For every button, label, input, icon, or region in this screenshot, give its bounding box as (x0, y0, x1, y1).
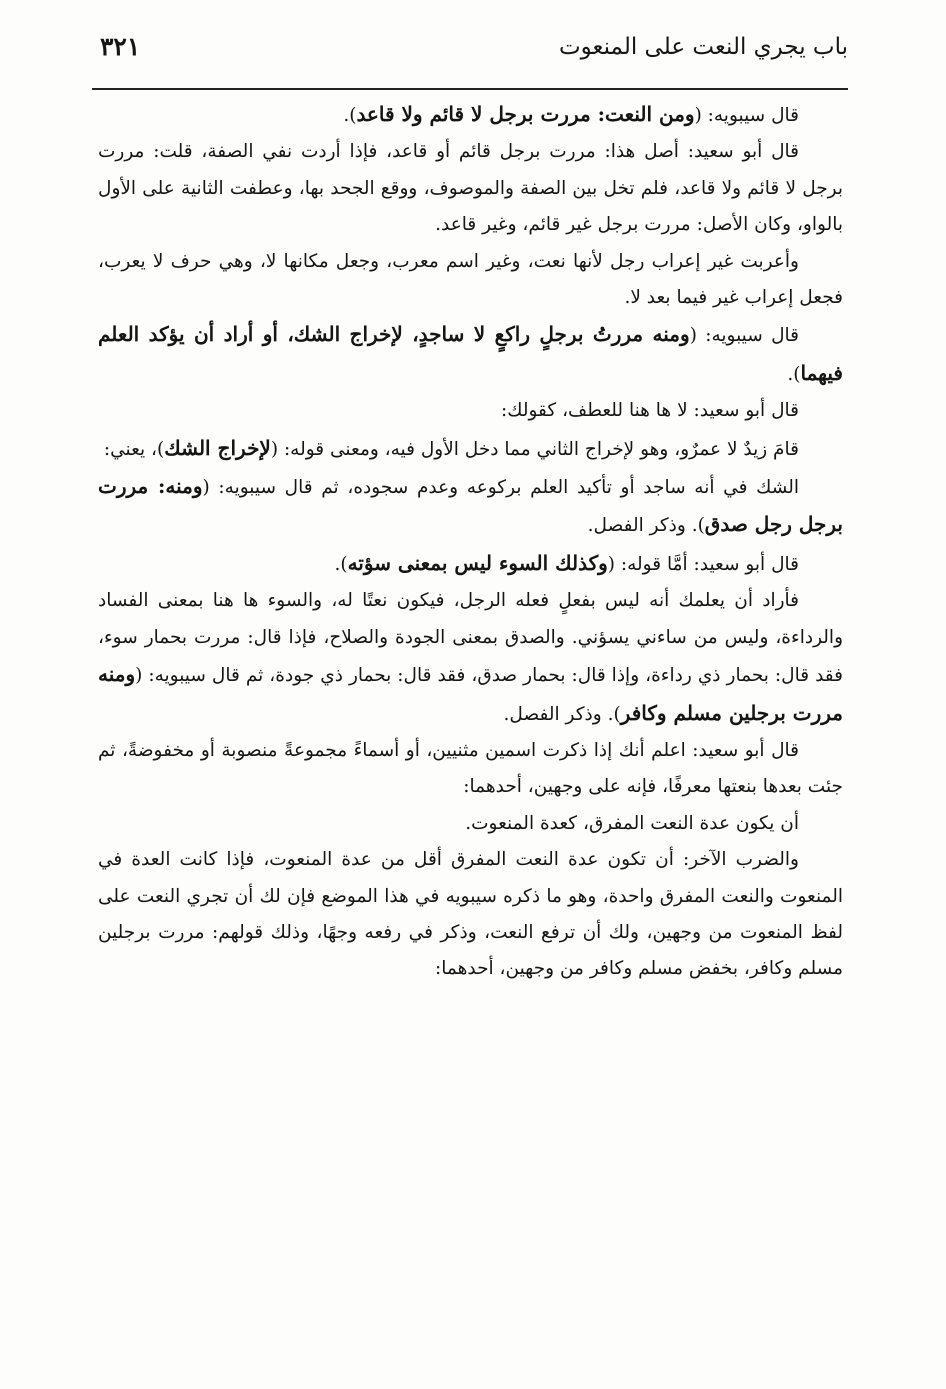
text-run: قال سيبويه: ( (694, 105, 799, 126)
text-run: ). (343, 105, 357, 126)
paragraph (98, 842, 843, 988)
paragraph (98, 393, 843, 429)
quoted-text: ومنه مررت برجلين مسلم وكافر (98, 662, 843, 725)
text-run: والضرب الآخر: أن تكون عدة النعت المفرق أقل من عدة المنعوت، فإذا كانت العدة في المنعوت والنعت المفرق واحدة، وهو ما ذكره سيبويه في هذا الموضع فإن لك أن تجري النعت على لفظ المنعوت من وجهين، ولك أن ترفع النعت، وذكر في رفعه وجهًا، وذلك قولهم: مررت برجلين مسلم وكافر، بخفض مسلم وكافر من وجهين، أحدهما: (98, 849, 843, 980)
text-run: وأعربت غير إعراب رجل لأنها نعت، وغير اسم معرب، وجعل مكانها لا، وهي حرف لا يعرب، فجعل إعراب غير فيما بعد لا. (98, 250, 843, 309)
text-run: قال أبو سعيد: لا ها هنا للعطف، كقولك: (501, 400, 799, 422)
text-run: ). (787, 363, 801, 385)
text-run: ). وذكر الفصل. (503, 703, 621, 725)
paragraph (98, 545, 843, 583)
page-header (92, 26, 848, 90)
quoted-text: ومنه: مررت برجل رجل صدق (98, 474, 843, 537)
text-run: فأراد أن يعلمك أنه ليس بفعلٍ فعله الرجل، فيكون نعتًا له، والسوء ها هنا بمعنى الفساد والرداءة، وليس من ساءني يسؤني. والصدق بمعنى الجودة والصلاح، فإذا قال: مررت بحمار سوء، فقد قال: بحمار ذي رداءة، وإذا قال: بحمار صدق، فقد قال: بحمار ذي جودة، ثم قال سيبويه: ( (98, 590, 843, 687)
quoted-text: وكذلك السوء ليس بمعنى سؤته (347, 550, 608, 575)
quoted-text: ومنه مررتُ برجلٍ راكعٍ لا ساجدٍ، لإخراج الشك، أو أراد أن يؤكد العلم فيهما (98, 322, 843, 385)
text-run: قال أبو سعيد: أمَّا قوله: ( (607, 553, 799, 575)
running-title: باب يجري النعت على المنعوت (558, 34, 848, 60)
quoted-text: لإخراج الشك (164, 435, 271, 460)
paragraph (98, 430, 843, 468)
paragraph (98, 806, 843, 842)
paragraph (98, 134, 843, 243)
page-number: ٣٢١ (100, 32, 141, 61)
text-run: الشك في أنه ساجد أو تأكيد العلم بركوعه وعدم سجوده، ثم قال سيبويه: ( (202, 477, 799, 499)
paragraph (98, 468, 843, 545)
paragraph (98, 244, 843, 317)
text-run: ). وذكر الفصل. (587, 515, 705, 537)
paragraph (98, 583, 843, 733)
text-run: قامَ زيدٌ لا عمرٌو، وهو لإخراج الثاني مما دخل الأول فيه، ومعنى قوله: ( (270, 438, 799, 460)
text-run: ). (334, 553, 348, 575)
text-run: قال سيبويه: ( (689, 325, 799, 347)
paragraph (98, 96, 843, 134)
quoted-text: ومن النعت: مررت برجل لا قائم ولا قاعد (356, 102, 695, 126)
text-run: قال أبو سعيد: أصل هذا: مررت برجل قائم أو قاعد، فإذا أردت نفي الصفة، قلت: مررت برجل لا قائم ولا قاعد، فلم تخل بين الصفة والموصوف، ووقع الجحد بها، وعطفت الثانية على الأول بالواو، وكان الأصل: مررت برجل غير قائم، وغير قاعد. (98, 141, 843, 236)
paragraph (98, 316, 843, 393)
text-run: )، يعني: (103, 438, 165, 460)
text-run: قال أبو سعيد: اعلم أنك إذا ذكرت اسمين مثنيين، أو أسماءً مجموعةً منصوبة أو مخفوضةً، ثم جئت بعدها بنعتها معرفًا، فإنه على وجهين، أحدهما: (98, 739, 843, 798)
text-run: أن يكون عدة النعت المفرق، كعدة المنعوت. (465, 812, 799, 834)
body-text (98, 96, 843, 988)
paragraph (98, 733, 843, 806)
